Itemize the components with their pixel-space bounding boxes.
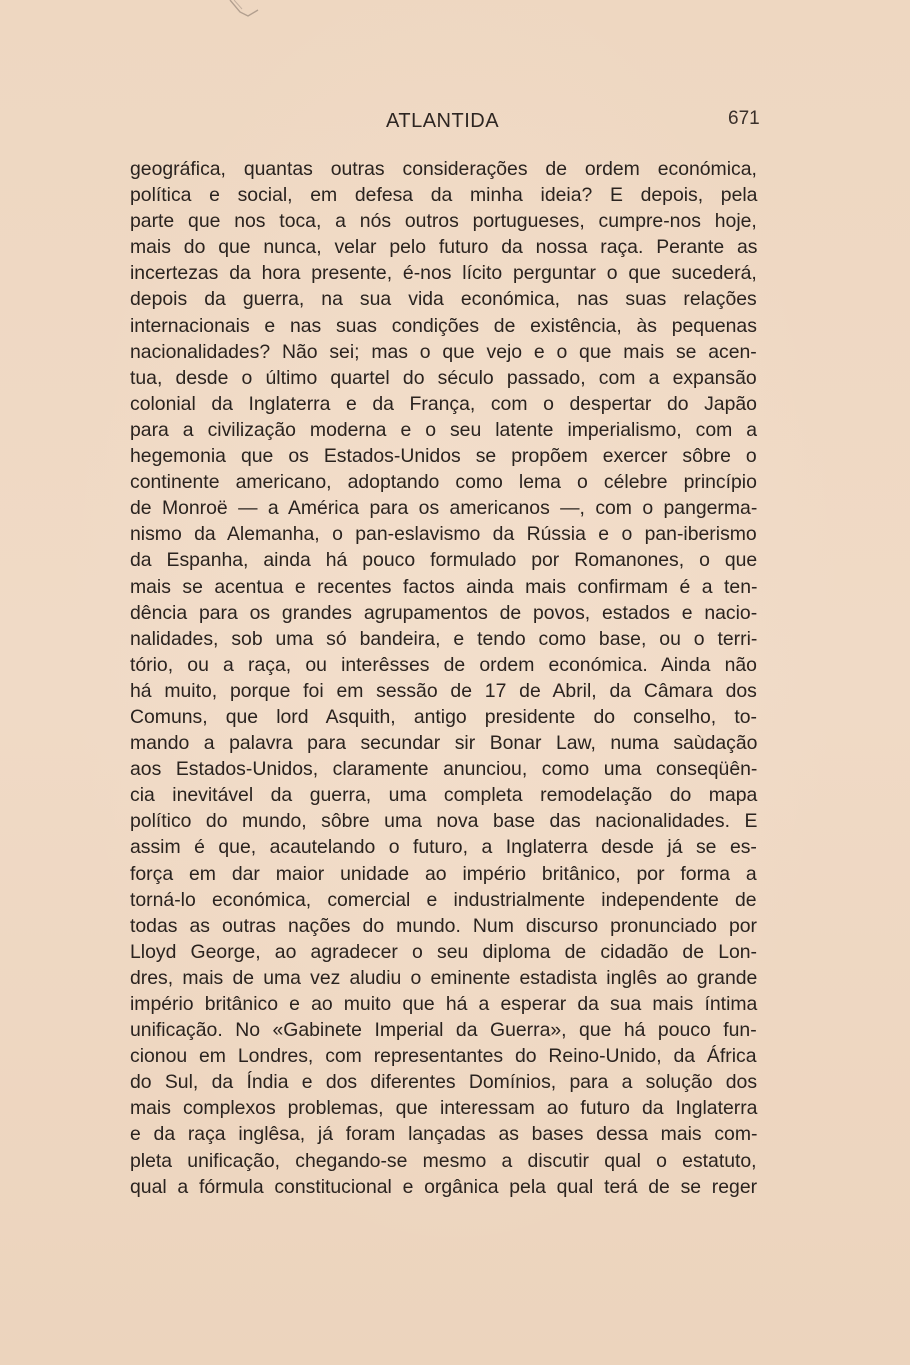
- text-line: incertezas da hora presente, é-nos lícito perguntar o que sucederá,: [130, 262, 757, 285]
- text-line: mais se acentua e recentes factos ainda mais confirmam é a ten-: [130, 575, 758, 598]
- text-line: colonial da Inglaterra e da França, com o despertar do Japão: [130, 392, 757, 415]
- text-line: hegemonia que os Estados-Unidos se propõem exercer sôbre o: [130, 445, 757, 468]
- text-line: cionou em Londres, com representantes do Reino-Unido, da África: [130, 1045, 757, 1068]
- text-line: força em dar maior unidade ao império britânico, por forma a: [130, 862, 757, 885]
- text-line: para a civilização moderna e o seu latente imperialismo, com a: [130, 418, 758, 441]
- text-line: todas as outras nações do mundo. Num discurso pronunciado por: [130, 914, 757, 937]
- text-line: tua, desde o último quartel do século passado, com a expansão: [130, 366, 757, 389]
- text-line: assim é que, acautelando o futuro, a Inglaterra desde já se es-: [130, 836, 757, 859]
- text-line: qual a fórmula constitucional e orgânica pela qual terá de se reger: [130, 1175, 758, 1198]
- text-line: geográfica, quantas outras considerações de ordem económica,: [130, 158, 757, 180]
- text-line: unificação. No «Gabinete Imperial da Guerra», que há pouco fun-: [130, 1019, 757, 1042]
- text-line: do Sul, da Índia e dos diferentes Domínios, para a solução dos: [130, 1071, 758, 1094]
- text-line: império britânico e ao muito que há a esperar da sua mais íntima: [130, 993, 758, 1015]
- text-line: Comuns, que lord Asquith, antigo presidente do conselho, to-: [130, 705, 757, 728]
- text-line: dres, mais de uma vez aludiu o eminente estadista inglês ao grande: [130, 966, 758, 989]
- text-line: continente americano, adoptando como lema o célebre princípio: [130, 471, 757, 494]
- text-line: internacionais e nas suas condições de existência, às pequenas: [130, 314, 757, 337]
- running-title: ATLANTIDA: [386, 110, 500, 132]
- text-line: nismo da Alemanha, o pan-eslavismo da Rússia e o pan-iberismo: [130, 523, 757, 546]
- text-line: e da raça inglêsa, já foram lançadas as bases dessa mais com-: [130, 1123, 758, 1146]
- text-line: mais do que nunca, velar pelo futuro da nossa raça. Perante as: [130, 236, 758, 259]
- text-line: depois da guerra, na sua vida económica, nas suas relações: [130, 288, 757, 311]
- page-header: [0, 106, 910, 136]
- text-line: torná-lo económica, comercial e industrialmente independente de: [130, 888, 757, 911]
- text-line: de Monroë — a América para os americanos —, com o pangerma-: [130, 497, 758, 520]
- text-line: mando a palavra para secundar sir Bonar Law, numa saùdação: [130, 732, 758, 755]
- text-line: nalidades, sob uma só bandeira, e tendo como base, ou o terri-: [130, 627, 758, 650]
- page-number: 671: [728, 108, 760, 129]
- body-text: [130, 156, 757, 1200]
- text-line: há muito, porque foi em sessão de 17 de Abril, da Câmara dos: [130, 679, 757, 702]
- text-line: da Espanha, ainda há pouco formulado por Romanones, o que: [130, 549, 758, 572]
- text-line: aos Estados-Unidos, claramente anunciou, como uma conseqüên-: [130, 758, 758, 781]
- text-line: cia inevitável da guerra, uma completa remodelação do mapa: [130, 784, 758, 807]
- page-corner-mark: [226, 0, 266, 22]
- text-line: parte que nos toca, a nós outros portugueses, cumpre-nos hoje,: [130, 210, 757, 233]
- text-line: pleta unificação, chegando-se mesmo a discutir qual o estatuto,: [130, 1149, 757, 1172]
- text-line: mais complexos problemas, que interessam ao futuro da Inglaterra: [130, 1097, 758, 1120]
- text-line: Lloyd George, ao agradecer o seu diploma de cidadão de Lon-: [130, 940, 757, 963]
- text-line: tório, ou a raça, ou interêsses de ordem económica. Ainda não: [130, 653, 757, 676]
- text-line: política e social, em defesa da minha ideia? E depois, pela: [130, 184, 758, 207]
- text-line: nacionalidades? Não sei; mas o que vejo e o que mais se acen-: [130, 340, 757, 363]
- text-line: dência para os grandes agrupamentos de povos, estados e nacio-: [130, 601, 758, 624]
- text-line: político do mundo, sôbre uma nova base das nacionalidades. E: [130, 810, 758, 833]
